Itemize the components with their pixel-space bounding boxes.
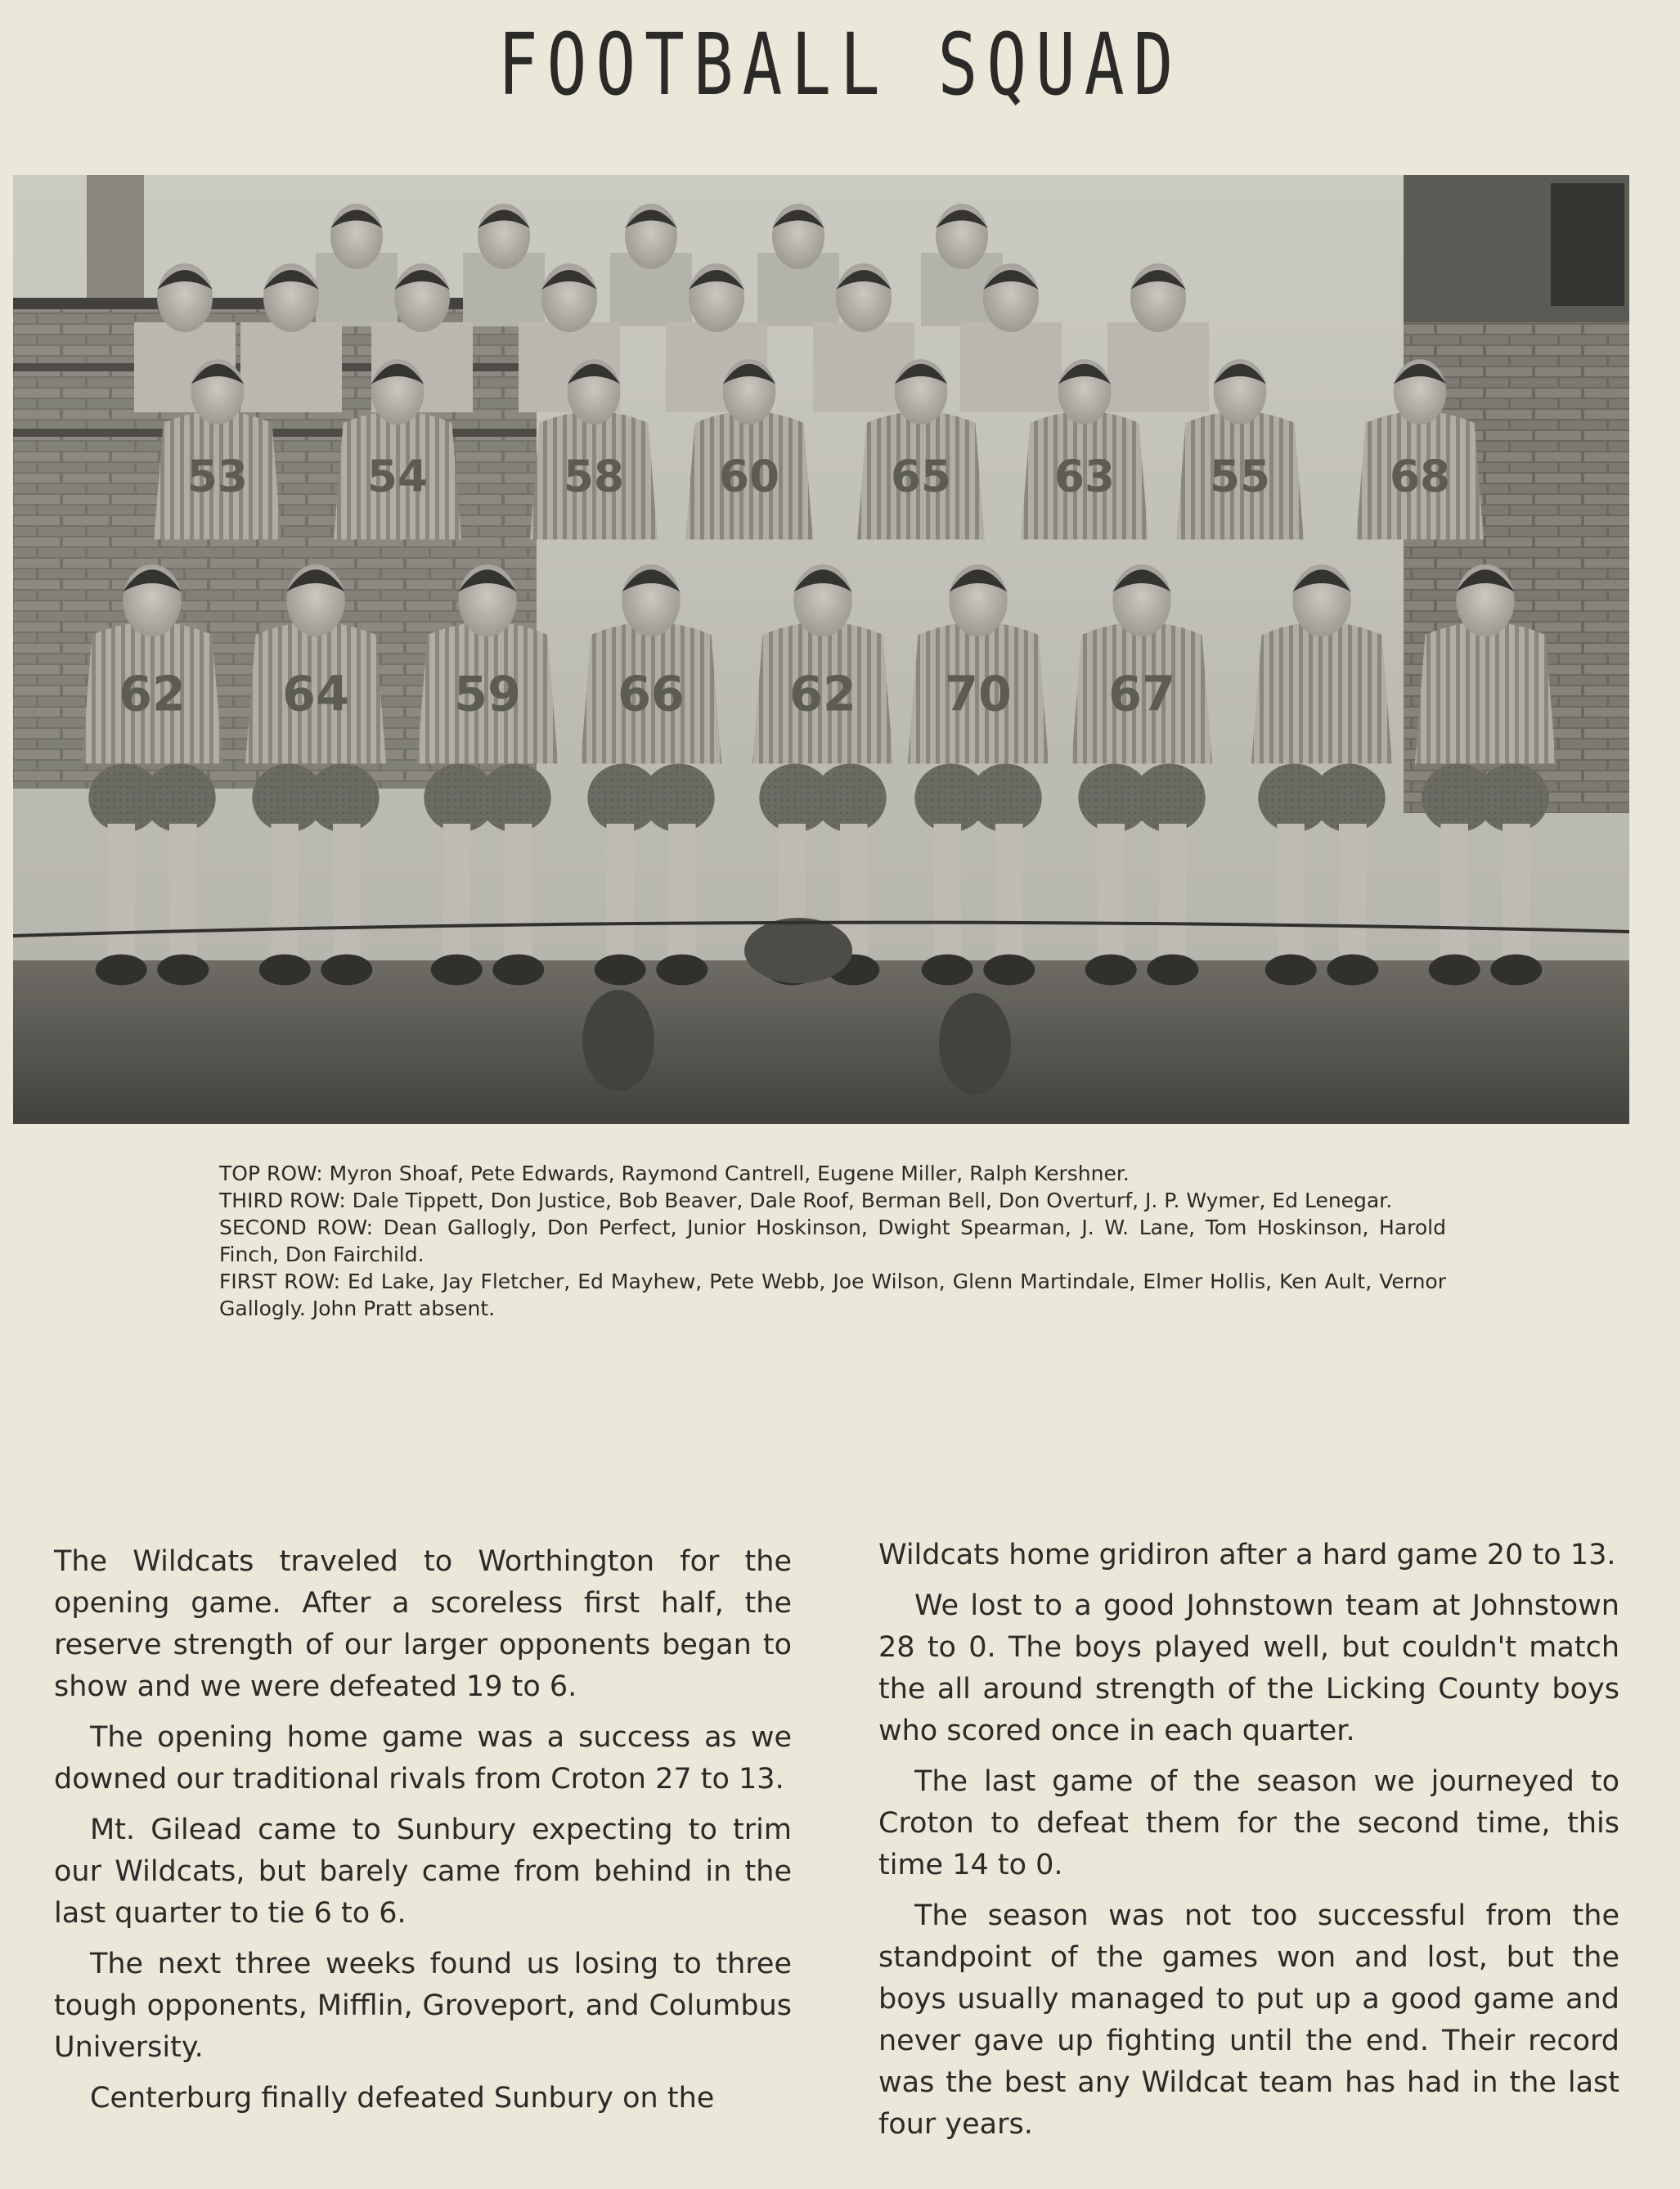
jersey-number: 58 [563, 451, 625, 502]
jersey-number: 55 [1209, 451, 1271, 502]
article-paragraph: Mt. Gilead came to Sunbury expecting to trim our Wildcats, but barely came from behind in the last quarter to tie 6 to 6. [54, 1814, 792, 1930]
jersey-number: 68 [1389, 451, 1451, 502]
jersey-number: 66 [618, 665, 685, 722]
article-paragraph: The opening home game was a success as we downed our traditional rivals from Croton 27 to 13. [54, 1721, 792, 1796]
caption-top-row: TOP ROW: Myron Shoaf, Pete Edwards, Raymond Cantrell, Eugene Miller, Ralph Kershner. [219, 1162, 1130, 1185]
caption-third-row: THIRD ROW: Dale Tippett, Don Justice, Bob Beaver, Dale Roof, Berman Bell, Don Overturf, J. P. Wymer, Ed Lenegar. [219, 1189, 1393, 1212]
article-column-left [54, 1541, 792, 2128]
jersey-number: 60 [718, 451, 780, 502]
jersey-number: 65 [890, 451, 952, 502]
jersey-number: 70 [945, 665, 1012, 722]
photo-caption [219, 1160, 1446, 1322]
article-paragraph: We lost to a good Johnstown team at Johnstown 28 to 0. The boys played well, but couldn't match the all around strength of the Licking County boys who scored once in each quarter. [878, 1589, 1619, 1747]
page-title: FOOTBALL SQUAD [497, 15, 1183, 115]
article-paragraph: The Wildcats traveled to Worthington for the opening game. After a scoreless first half, the reserve strength of our larger opponents began to show and we were defeated 19 to 6. [54, 1545, 792, 1703]
jersey-number: 67 [1108, 665, 1175, 722]
jersey-number: 53 [186, 451, 249, 502]
team-photo [13, 175, 1629, 1124]
article-paragraph: Wildcats home gridiron after a hard game 20 to 13. [878, 1539, 1616, 1571]
jersey-number: 59 [454, 665, 521, 722]
article-paragraph: The season was not too successful from the standpoint of the games won and lost, but the boys usually managed to put up a good game and never gave up fighting until the end. Their record was the best any Wildcat team has had in the last four years. [878, 1899, 1619, 2141]
jersey-number: 54 [366, 451, 429, 502]
article-paragraph: Centerburg finally defeated Sunbury on the [90, 2082, 715, 2115]
team-photo-illustration [13, 175, 1629, 1124]
caption-first-row: FIRST ROW: Ed Lake, Jay Fletcher, Ed Mayhew, Pete Webb, Joe Wilson, Glenn Martindale, Elmer Hollis, Ken Ault, Vernor Gallogly. John Pratt absent. [219, 1270, 1446, 1320]
jersey-number: 63 [1053, 451, 1116, 502]
article-paragraph: The last game of the season we journeyed to Croton to defeat them for the second time, this time 14 to 0. [878, 1765, 1619, 1881]
jersey-number: 62 [789, 665, 856, 722]
jersey-number: 62 [119, 665, 186, 722]
caption-second-row: SECOND ROW: Dean Gallogly, Don Perfect, Junior Hoskinson, Dwight Spearman, J. W. Lane, Tom Hoskinson, Harold Finch, Don Fairchild. [219, 1216, 1446, 1266]
article-paragraph: The next three weeks found us losing to three tough opponents, Mifflin, Groveport, and Columbus University. [54, 1948, 792, 2064]
jersey-number: 64 [282, 665, 349, 722]
article-column-right [878, 1535, 1619, 2155]
